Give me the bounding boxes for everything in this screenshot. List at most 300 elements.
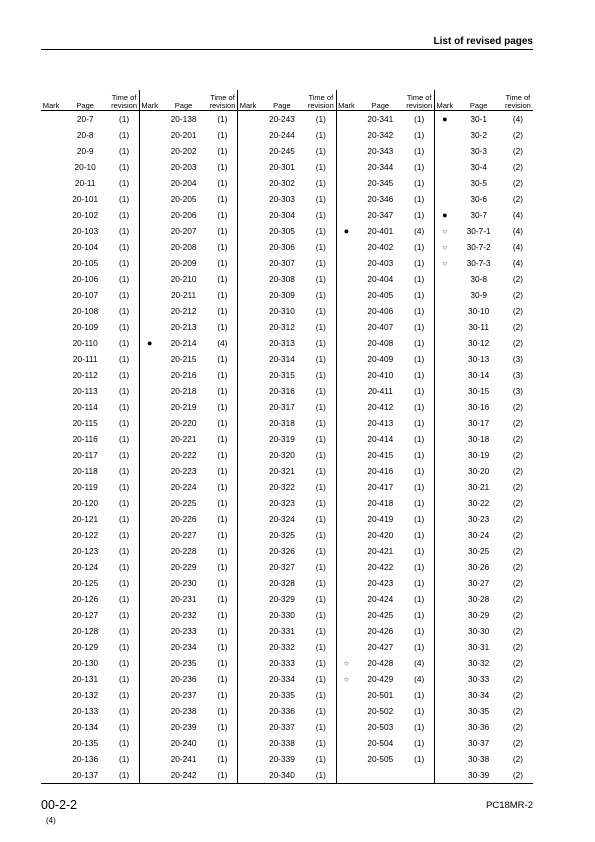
open-circle-icon: ○ xyxy=(442,243,448,252)
revision-cell: (1) xyxy=(119,402,130,412)
table-row xyxy=(41,607,533,623)
mark-cell xyxy=(41,271,61,287)
mark-cell xyxy=(435,751,455,767)
revision-cell: (1) xyxy=(315,546,326,556)
mark-cell xyxy=(435,127,455,143)
mark-cell xyxy=(435,159,455,175)
mark-cell xyxy=(435,351,455,367)
page-cell: 20-306 xyxy=(269,242,295,252)
mark-cell xyxy=(139,159,159,175)
mark-cell xyxy=(435,175,455,191)
revision-cell xyxy=(404,767,434,784)
revision-cell: (1) xyxy=(217,498,228,508)
revision-cell: (1) xyxy=(119,210,130,220)
mark-cell xyxy=(336,111,356,128)
revision-cell: (1) xyxy=(315,418,326,428)
page-cell: 20-118 xyxy=(72,466,98,476)
revision-cell: (1) xyxy=(119,658,130,668)
table-row xyxy=(41,591,533,607)
page-cell: 20-8 xyxy=(76,130,94,140)
revision-cell: (1) xyxy=(315,322,326,332)
mark-cell xyxy=(41,431,61,447)
page-cell: 20-102 xyxy=(72,210,99,220)
header-page: Page xyxy=(258,90,306,111)
open-circle-icon: ○ xyxy=(442,259,448,268)
mark-cell xyxy=(238,111,258,128)
revision-cell: (1) xyxy=(217,658,228,668)
mark-cell xyxy=(336,447,356,463)
mark-cell xyxy=(41,495,61,511)
revision-cell: (1) xyxy=(414,642,425,652)
revision-cell: (1) xyxy=(414,754,425,764)
page-cell: 30-7-1 xyxy=(466,226,491,236)
revision-cell: (1) xyxy=(315,242,326,252)
page-cell: 30-11 xyxy=(468,322,489,332)
mark-cell xyxy=(238,511,258,527)
page-cell: 20-113 xyxy=(72,386,98,396)
revision-cell: (1) xyxy=(119,690,130,700)
mark-cell xyxy=(139,687,159,703)
page-cell: 30-33 xyxy=(468,674,490,684)
page-cell: 20-223 xyxy=(170,466,197,476)
revision-cell: (1) xyxy=(315,146,326,156)
mark-cell xyxy=(41,191,61,207)
mark-cell xyxy=(435,335,455,351)
header-time-of-revision xyxy=(306,90,336,111)
revision-cell: (1) xyxy=(217,738,228,748)
page-cell: 20-105 xyxy=(72,258,99,268)
revision-cell: (1) xyxy=(315,450,326,460)
page-cell: 20-117 xyxy=(72,450,98,460)
page-cell: 30-10 xyxy=(468,306,490,316)
page-cell: 20-322 xyxy=(269,482,295,492)
page-cell: 20-115 xyxy=(72,418,98,428)
page-cell: 20-315 xyxy=(269,370,295,380)
page-cell: 20-343 xyxy=(367,146,394,156)
revision-cell: (1) xyxy=(414,114,425,124)
mark-cell xyxy=(336,511,356,527)
mark-cell xyxy=(41,223,61,239)
revision-cell: (1) xyxy=(217,146,228,156)
mark-cell xyxy=(238,207,258,223)
page-cell: 20-414 xyxy=(367,434,394,444)
revision-cell: (1) xyxy=(414,322,425,332)
revision-cell: (1) xyxy=(119,498,130,508)
page-cell: 20-212 xyxy=(170,306,197,316)
page-cell: 20-425 xyxy=(367,610,394,620)
revision-cell: (1) xyxy=(414,146,425,156)
mark-cell xyxy=(238,639,258,655)
page-cell: 20-424 xyxy=(367,594,394,604)
revision-cell: (1) xyxy=(315,114,326,124)
mark-cell xyxy=(139,559,159,575)
page-cell: 20-418 xyxy=(367,498,394,508)
revision-cell: (2) xyxy=(512,514,523,524)
mark-cell xyxy=(238,607,258,623)
page-cell: 20-318 xyxy=(269,418,295,428)
page-cell: 20-206 xyxy=(170,210,197,220)
header-rev-line1: Time of xyxy=(406,93,432,102)
page-cell: 20-415 xyxy=(367,450,394,460)
revision-cell: (1) xyxy=(217,706,228,716)
table-row xyxy=(41,207,533,223)
page-cell: 20-131 xyxy=(72,674,99,684)
page-cell: 20-307 xyxy=(269,258,295,268)
revision-cell: (1) xyxy=(119,642,130,652)
page-cell: 30-26 xyxy=(468,562,490,572)
revision-cell: (1) xyxy=(414,530,425,540)
page-cell: 20-205 xyxy=(170,194,197,204)
page-cell: 20-7 xyxy=(76,114,94,124)
revision-cell: (1) xyxy=(119,546,130,556)
page-cell: 20-405 xyxy=(367,290,394,300)
revision-cell: (1) xyxy=(119,370,130,380)
mark-cell xyxy=(238,671,258,687)
mark-cell xyxy=(238,127,258,143)
revision-cell: (2) xyxy=(512,642,523,652)
revision-cell: (1) xyxy=(315,290,326,300)
page-cell: 20-214 xyxy=(170,338,197,348)
page-cell: 30-22 xyxy=(468,498,490,508)
page-cell: 30-5 xyxy=(470,178,487,188)
mark-cell xyxy=(238,223,258,239)
open-circle-mark-icon xyxy=(336,671,356,687)
page-cell: 20-316 xyxy=(269,386,295,396)
revision-cell: (2) xyxy=(512,658,523,668)
revision-cell: (1) xyxy=(217,258,228,268)
revision-cell: (3) xyxy=(512,370,523,380)
open-circle-mark-icon xyxy=(435,223,455,239)
revision-cell: (1) xyxy=(315,338,326,348)
mark-cell xyxy=(435,479,455,495)
revision-cell: (1) xyxy=(217,162,228,172)
mark-cell xyxy=(41,383,61,399)
page-cell: 20-339 xyxy=(269,754,295,764)
revision-cell: (1) xyxy=(119,706,130,716)
revision-cell: (1) xyxy=(414,386,425,396)
revision-cell: (1) xyxy=(414,578,425,588)
revision-cell: (1) xyxy=(119,594,130,604)
revision-cell: (1) xyxy=(119,146,130,156)
mark-cell xyxy=(139,239,159,255)
table-row xyxy=(41,463,533,479)
page-cell: 20-417 xyxy=(367,482,394,492)
filled-circle-icon: ● xyxy=(442,210,448,220)
mark-cell xyxy=(139,751,159,767)
table-row xyxy=(41,495,533,511)
revision-cell: (4) xyxy=(512,258,523,268)
mark-cell xyxy=(435,767,455,784)
mark-cell xyxy=(435,287,455,303)
revision-cell: (1) xyxy=(119,322,130,332)
page-cell: 30-6 xyxy=(470,194,487,204)
mark-cell xyxy=(336,319,356,335)
mark-cell xyxy=(336,559,356,575)
revision-cell: (1) xyxy=(414,482,425,492)
revision-cell: (1) xyxy=(315,210,326,220)
revision-cell: (2) xyxy=(512,146,523,156)
page-cell: 20-202 xyxy=(170,146,197,156)
page-cell: 20-312 xyxy=(269,322,295,332)
revision-cell: (2) xyxy=(512,450,523,460)
revision-cell: (2) xyxy=(512,482,523,492)
revision-cell: (1) xyxy=(414,514,425,524)
table-row xyxy=(41,399,533,415)
page-cell: 20-10 xyxy=(74,162,96,172)
mark-cell xyxy=(336,623,356,639)
revision-cell: (1) xyxy=(119,434,130,444)
revision-cell: (1) xyxy=(217,626,228,636)
revision-cell: (1) xyxy=(414,498,425,508)
revision-cell: (1) xyxy=(414,354,425,364)
page-cell: 30-29 xyxy=(468,610,490,620)
mark-cell xyxy=(435,719,455,735)
page-cell: 20-319 xyxy=(269,434,295,444)
page-cell: 30-14 xyxy=(468,370,490,380)
mark-cell xyxy=(238,143,258,159)
revision-cell: (1) xyxy=(315,498,326,508)
table-row xyxy=(41,671,533,687)
page-cell: 20-419 xyxy=(367,514,394,524)
page-cell: 20-347 xyxy=(367,210,394,220)
header-page: Page xyxy=(61,90,109,111)
mark-cell xyxy=(238,287,258,303)
page-cell: 20-245 xyxy=(269,146,295,156)
page-cell: 30-12 xyxy=(468,338,490,348)
revision-cell: (1) xyxy=(414,162,425,172)
mark-cell xyxy=(139,591,159,607)
page-cell: 20-227 xyxy=(170,530,197,540)
page-cell: 30-24 xyxy=(468,530,490,540)
table-row xyxy=(41,415,533,431)
mark-cell xyxy=(435,383,455,399)
revision-cell: (2) xyxy=(512,162,523,172)
page-cell: 20-225 xyxy=(170,498,197,508)
table-row xyxy=(41,479,533,495)
mark-cell xyxy=(139,495,159,511)
page-cell: 20-309 xyxy=(269,290,295,300)
mark-cell xyxy=(238,191,258,207)
revision-cell: (1) xyxy=(217,370,228,380)
mark-cell xyxy=(336,415,356,431)
table-row xyxy=(41,559,533,575)
page-cell: 20-209 xyxy=(170,258,197,268)
header-rule xyxy=(41,49,533,50)
revision-cell: (2) xyxy=(512,674,523,684)
open-circle-icon: ○ xyxy=(442,227,448,236)
revision-cell: (4) xyxy=(512,114,523,124)
mark-cell xyxy=(435,303,455,319)
page-cell: 20-125 xyxy=(72,578,99,588)
mark-cell xyxy=(238,479,258,495)
page-cell: 20-323 xyxy=(269,498,295,508)
revision-cell: (1) xyxy=(315,354,326,364)
revision-cell: (2) xyxy=(512,530,523,540)
mark-cell xyxy=(41,463,61,479)
mark-cell xyxy=(435,399,455,415)
table-row xyxy=(41,271,533,287)
table-row xyxy=(41,383,533,399)
page-cell: 30-27 xyxy=(468,578,490,588)
table-row xyxy=(41,431,533,447)
header-rev-line1: Time of xyxy=(210,93,235,102)
mark-cell xyxy=(139,719,159,735)
revision-cell: (1) xyxy=(315,402,326,412)
revision-cell: (1) xyxy=(119,178,130,188)
page-cell: 20-231 xyxy=(170,594,197,604)
page-cell: 20-204 xyxy=(170,178,197,188)
footer-model: PC18MR-2 xyxy=(486,800,533,811)
mark-cell xyxy=(435,447,455,463)
revision-cell: (1) xyxy=(217,242,228,252)
revision-cell: (2) xyxy=(512,402,523,412)
revision-cell: (1) xyxy=(217,722,228,732)
table-row xyxy=(41,719,533,735)
mark-cell xyxy=(435,431,455,447)
mark-cell xyxy=(41,543,61,559)
header-mark: Mark xyxy=(435,90,455,111)
table-row xyxy=(41,175,533,191)
table-row xyxy=(41,543,533,559)
page-cell: 20-402 xyxy=(367,242,394,252)
page-cell: 20-413 xyxy=(367,418,394,428)
mark-cell xyxy=(41,575,61,591)
page-cell: 30-38 xyxy=(468,754,490,764)
open-circle-icon: ○ xyxy=(343,659,349,668)
page-cell: 20-310 xyxy=(269,306,295,316)
revision-cell: (2) xyxy=(512,738,523,748)
revision-cell: (4) xyxy=(414,226,425,236)
mark-cell xyxy=(139,127,159,143)
mark-cell xyxy=(435,575,455,591)
filled-circle-icon: ● xyxy=(343,226,350,236)
page-cell: 20-207 xyxy=(170,226,197,236)
mark-cell xyxy=(435,607,455,623)
revision-cell: (1) xyxy=(119,114,130,124)
page-cell: 30-18 xyxy=(468,434,490,444)
page-cell: 20-216 xyxy=(170,370,197,380)
page-cell: 20-421 xyxy=(367,546,394,556)
mark-cell xyxy=(435,655,455,671)
mark-cell xyxy=(336,271,356,287)
page-cell: 20-129 xyxy=(72,642,99,652)
page-cell: 20-104 xyxy=(72,242,99,252)
page-cell: 30-4 xyxy=(470,162,487,172)
revision-cell: (3) xyxy=(512,354,523,364)
page-cell: 20-346 xyxy=(367,194,394,204)
page-cell: 30-8 xyxy=(470,274,487,284)
revision-cell: (1) xyxy=(217,434,228,444)
mark-cell xyxy=(238,255,258,271)
mark-cell xyxy=(336,639,356,655)
revision-cell: (1) xyxy=(217,450,228,460)
mark-cell xyxy=(435,271,455,287)
revision-cell: (2) xyxy=(512,306,523,316)
page-cell: 20-406 xyxy=(367,306,394,316)
mark-cell xyxy=(139,575,159,591)
table-row xyxy=(41,447,533,463)
revision-cell: (1) xyxy=(315,130,326,140)
header-mark: Mark xyxy=(336,90,356,111)
table-row xyxy=(41,703,533,719)
page-cell: 20-201 xyxy=(170,130,197,140)
revision-cell: (1) xyxy=(414,290,425,300)
revision-cell: (1) xyxy=(217,578,228,588)
mark-cell xyxy=(435,703,455,719)
header-rev-line1: Time of xyxy=(111,93,137,102)
revision-cell: (1) xyxy=(306,767,336,784)
mark-cell xyxy=(238,655,258,671)
mark-cell xyxy=(336,287,356,303)
mark-cell xyxy=(435,687,455,703)
mark-cell xyxy=(435,415,455,431)
page-cell: 20-232 xyxy=(170,610,197,620)
revision-cell: (2) xyxy=(512,706,523,716)
table-row xyxy=(41,191,533,207)
revision-cell: (1) xyxy=(217,306,228,316)
revision-cell: (1) xyxy=(315,162,326,172)
table-body xyxy=(41,111,533,784)
page-cell: 20-219 xyxy=(170,402,197,412)
revision-cell: (1) xyxy=(315,370,326,380)
mark-cell xyxy=(139,639,159,655)
mark-cell xyxy=(238,751,258,767)
revision-cell: (2) xyxy=(512,290,523,300)
table-row xyxy=(41,655,533,671)
revision-cell: (1) xyxy=(315,530,326,540)
page-cell: 20-241 xyxy=(170,754,197,764)
page-cell: 20-403 xyxy=(367,258,394,268)
mark-cell xyxy=(139,703,159,719)
page-cell: 20-242 xyxy=(159,767,207,784)
page-cell: 20-324 xyxy=(269,514,295,524)
page-title: List of revised pages xyxy=(433,36,533,47)
mark-cell xyxy=(139,191,159,207)
header-mark: Mark xyxy=(238,90,258,111)
page-cell: 20-427 xyxy=(367,642,394,652)
revised-pages-table xyxy=(41,90,533,784)
page-cell: 20-340 xyxy=(258,767,306,784)
revision-cell: (2) xyxy=(512,690,523,700)
page-cell: 20-334 xyxy=(269,674,295,684)
mark-cell xyxy=(336,239,356,255)
mark-cell xyxy=(238,271,258,287)
page-cell: 20-130 xyxy=(72,658,99,668)
page-cell: 20-112 xyxy=(72,370,98,380)
page-cell: 20-116 xyxy=(72,434,98,444)
page-cell: 20-301 xyxy=(269,162,295,172)
mark-cell xyxy=(139,671,159,687)
mark-cell xyxy=(238,239,258,255)
revision-cell: (1) xyxy=(119,274,130,284)
mark-cell xyxy=(238,319,258,335)
mark-cell xyxy=(238,415,258,431)
mark-cell xyxy=(336,463,356,479)
header-rev-line2: revision xyxy=(406,101,433,110)
mark-cell xyxy=(139,607,159,623)
mark-cell xyxy=(139,447,159,463)
mark-cell xyxy=(238,447,258,463)
page-cell: 30-39 xyxy=(455,767,503,784)
filled-circle-icon: ● xyxy=(146,338,153,348)
mark-cell xyxy=(238,591,258,607)
table-row xyxy=(41,351,533,367)
page-cell: 20-213 xyxy=(170,322,197,332)
page-cell: 30-23 xyxy=(468,514,490,524)
header-rev-line2: revision xyxy=(307,101,334,110)
mark-cell xyxy=(41,447,61,463)
table-row xyxy=(41,111,533,128)
